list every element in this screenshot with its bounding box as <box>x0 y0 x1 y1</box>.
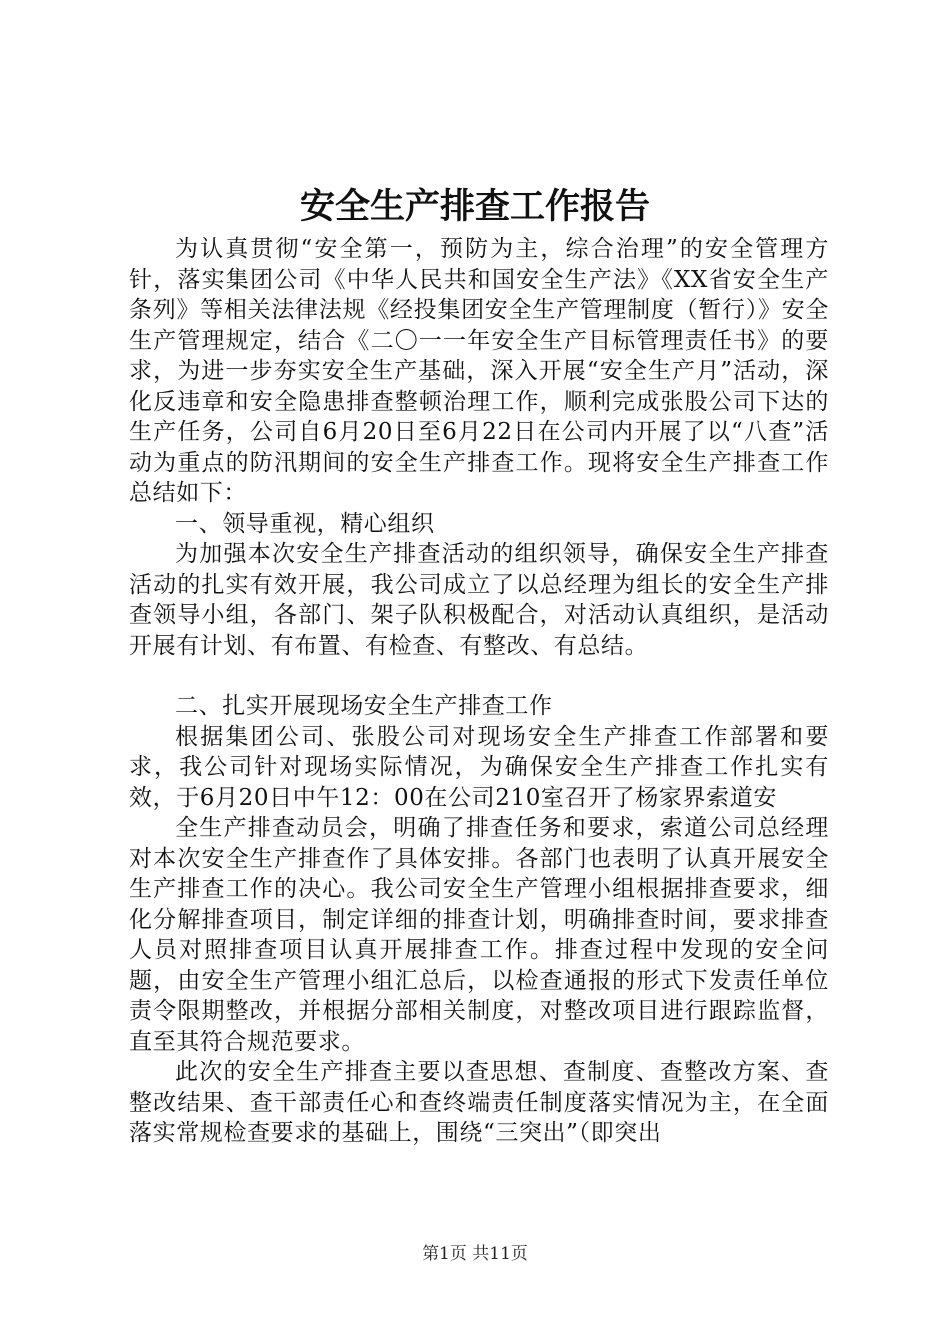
intro-paragraph: 为认真贯彻“安全第一，预防为主，综合治理”的安全管理方针，落实集团公司《中华人民共和国安全生产法》《XX省安全生产条列》等相关法律法规《经投集团安全生产管理制度（暂行）》安全生产管理规定，结合《二〇一一年安全生产目标管理责任书》的要求，为进一步夯实安全生产基础，深入开展“安全生产月”活动，深化反违章和安全隐患排查整顿治理工作，顺利完成张股公司下达的生产任务，公司自6月20日至6月22日在公司内开展了以“八查”活动为重点的防汛期间的安全生产排查工作。现将安全生产排查工作总结如下： <box>129 236 829 506</box>
section-2-paragraph-1: 根据集团公司、张股公司对现场安全生产排查工作部署和要求，我公司针对现场实际情况，为确保安全生产排查工作扎实有效，于6月20日中午12：00在公司210室召开了杨家界索道安 <box>129 723 829 811</box>
section-heading-2: 二、扎实开展现场安全生产排查工作 <box>175 693 553 719</box>
section-heading-1: 一、领导重视，精心组织 <box>175 510 435 537</box>
paragraph-gap <box>129 661 829 691</box>
document-body <box>129 234 829 1149</box>
section-1-paragraph: 为加强本次安全生产排查活动的组织领导，确保安全生产排查活动的扎实有效开展，我公司成立了以总经理为组长的安全生产排查领导小组，各部门、架子队积极配合，对活动认真组织，是活动开展有计划、有布置、有检查、有整改、有总结。 <box>129 541 829 659</box>
document-title: 安全生产排查工作报告 <box>299 186 650 227</box>
section-2-paragraph-2: 全生产排查动员会，明确了排查任务和要求，索道公司总经理对本次安全生产排查作了具体安排。各部门也表明了认真开展安全生产排查工作的决心。我公司安全生产管理小组根据排查要求，细化分解排查项目，制定详细的排查计划，明确排查时间，要求排查人员对照排查项目认真开展排查工作。排查过程中发现的安全问题，由安全生产管理小组汇总后，以检查通报的形式下发责任单位责令限期整改，并根据分部相关制度，对整改项目进行跟踪监督，直至其符合规范要求。 <box>129 815 829 1055</box>
page-footer: 第1页 共11页 <box>422 1244 528 1264</box>
section-2-paragraph-3: 此次的安全生产排查主要以查思想、查制度、查整改方案、查整改结果、查干部责任心和查终端责任制度落实情况为主，在全面落实常规检查要求的基础上，围绕“三突出”（即突出 <box>129 1059 829 1146</box>
